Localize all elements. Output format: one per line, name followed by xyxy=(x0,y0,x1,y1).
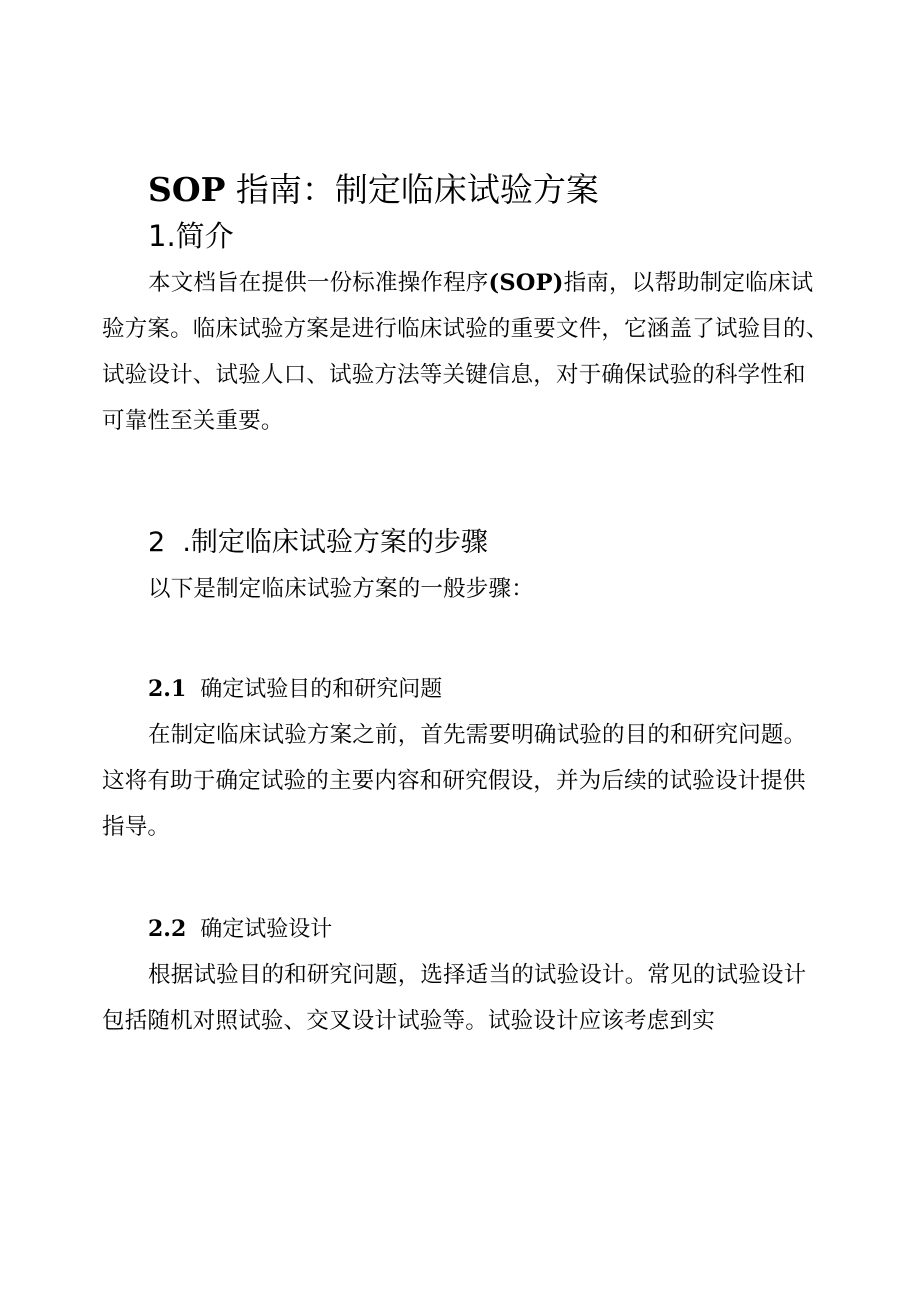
section-2-intro: 以下是制定临床试验方案的一般步骤： xyxy=(148,576,534,602)
subsection-2-1-heading xyxy=(148,672,442,703)
subsection-2-1-line-1: 在制定临床试验方案之前，首先需要明确试验的目的和研究问题。 xyxy=(148,722,807,748)
section-1-line-4: 可靠性至关重要。 xyxy=(102,408,284,434)
subsection-2-1-paragraph xyxy=(102,712,806,850)
subsection-2-1-title: 确定试验目的和研究问题 xyxy=(200,677,443,702)
subsection-2-1-number: 2.1 xyxy=(148,676,187,702)
section-1-heading: 1.简介 xyxy=(148,219,234,253)
document-title-latin: SOP xyxy=(148,170,226,209)
subsection-2-1-line-2: 这将有助于确定试验的主要内容和研究假设，并为后续的试验设计提供 xyxy=(102,768,806,794)
subsection-2-2-heading xyxy=(148,912,332,943)
subsection-2-2-number: 2.2 xyxy=(148,916,187,942)
section-1-line-3: 试验设计、试验人口、试验方法等关键信息，对于确保试验的科学性和 xyxy=(102,362,806,388)
subsection-2-2-line-2: 包括随机对照试验、交叉设计试验等。试验设计应该考虑到实 xyxy=(102,1008,715,1034)
section-1-line-2: 验方案。临床试验方案是进行临床试验的重要文件，它涵盖了试验目的、 xyxy=(102,316,829,342)
document-title-rest: 指南：制定临床试验方案 xyxy=(225,170,599,209)
section-1-line-1: 本文档旨在提供一份标准操作程序(SOP)指南，以帮助制定临床试 xyxy=(148,270,814,296)
subsection-2-2-paragraph xyxy=(102,952,806,1044)
subsection-2-2-title: 确定试验设计 xyxy=(200,917,333,942)
section-2-heading: 2 .制定临床试验方案的步骤 xyxy=(148,527,488,558)
section-1-paragraph xyxy=(102,260,828,444)
subsection-2-2-line-1: 根据试验目的和研究问题，选择适当的试验设计。常见的试验设计 xyxy=(148,962,807,988)
subsection-2-1-line-3: 指导。 xyxy=(102,814,171,840)
document-title xyxy=(148,164,599,211)
